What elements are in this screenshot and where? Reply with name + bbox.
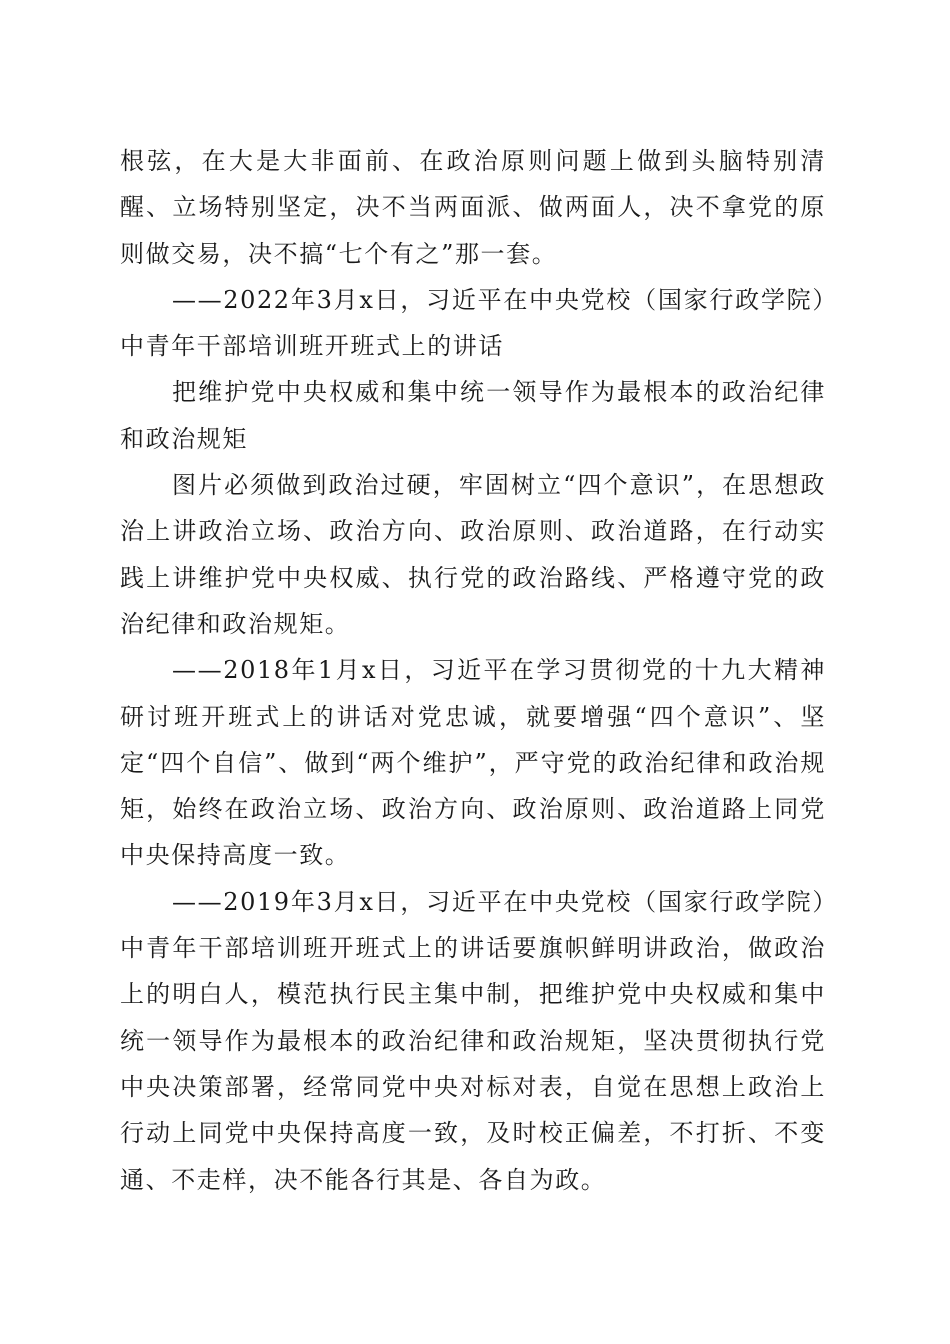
paragraph-heading-discipline: 把维护党中央权威和集中统一领导作为最根本的政治纪律和政治规矩 bbox=[120, 378, 826, 453]
paragraph-political-hardness: 图片必须做到政治过硬，牢固树立“四个意识”，在思想政治上讲政治立场、政治方向、政治原则、政治道路，在行动实践上讲维护党中央权威、执行党的政治路线、严格遵守党的政治纪律和政治规矩。 bbox=[120, 471, 826, 638]
paragraph-citation-2019: ——2019年3月x日，习近平在中央党校（国家行政学院）中青年干部培训班开班式上的讲话要旗帜鲜明讲政治，做政治上的明白人，模范执行民主集中制，把维护党中央权威和集中统一领导作为最根本的政治纪律和政治规矩，坚决贯彻执行党中央决策部署，经常同党中央对标对表，自觉在思想上政治上行动上同党中央保持高度一致，及时校正偏差，不打折、不变通、不走样，决不能各行其是、各自为政。 bbox=[120, 887, 826, 1194]
paragraph-citation-2022: ——2022年3月x日，习近平在中央党校（国家行政学院）中青年干部培训班开班式上的讲话 bbox=[120, 285, 826, 361]
paragraph-citation-2018: ——2018年1月x日，习近平在学习贯彻党的十九大精神研讨班开班式上的讲话对党忠诚，就要增强“四个意识”、坚定“四个自信”、做到“两个维护”，严守党的政治纪律和政治规矩，始终在政治立场、政治方向、政治原则、政治道路上同党中央保持高度一致。 bbox=[120, 656, 826, 870]
document-body bbox=[120, 138, 826, 1203]
paragraph-continuation: 根弦，在大是大非面前、在政治原则问题上做到头脑特别清醒、立场特别坚定，决不当两面派、做两面人，决不拿党的原则做交易，决不搞“七个有之”那一套。 bbox=[120, 147, 826, 268]
